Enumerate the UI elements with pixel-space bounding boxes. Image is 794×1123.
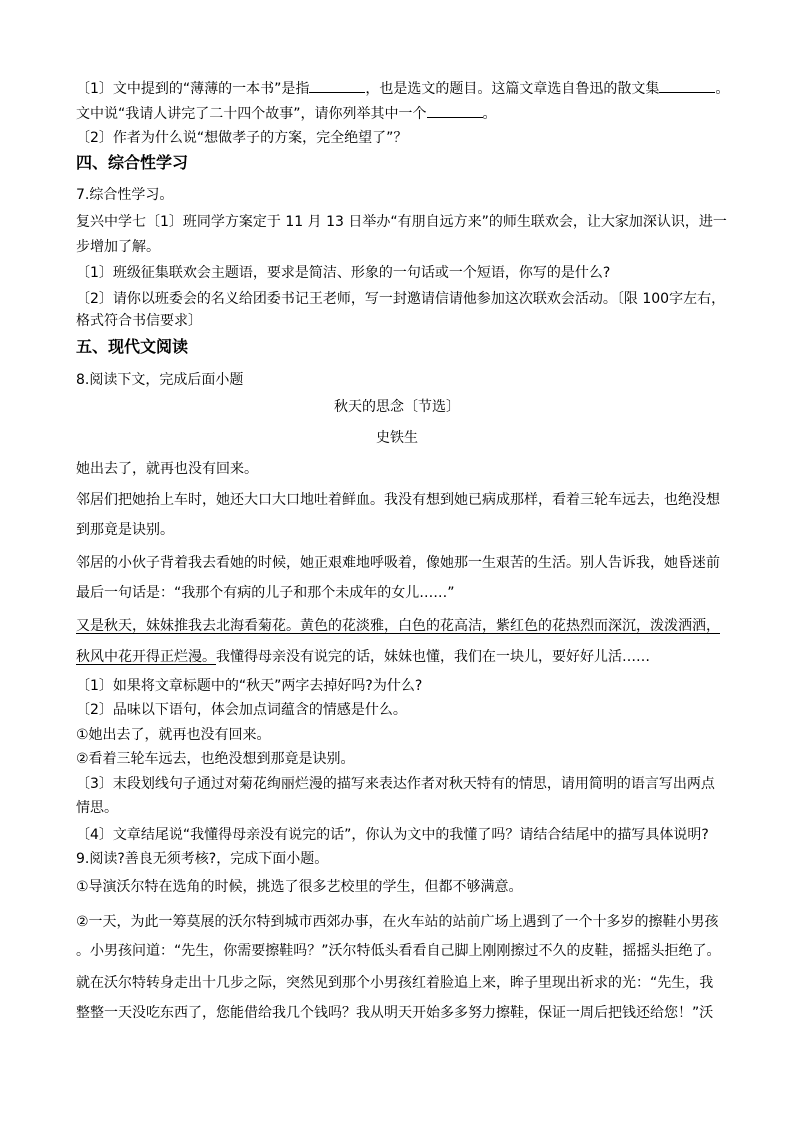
question-8-3-cont: 情思。: [76, 800, 118, 816]
article-author: 史铁生: [376, 430, 418, 446]
question-8-2-b: ②看着三轮车远去，也绝没想到那竟是诀别。: [76, 751, 355, 767]
question-label-9: 9.阅读?善良无须考核?，完成下面小题。: [76, 851, 329, 867]
article-paragraph: 她出去了，就再也没有回来。: [76, 461, 258, 477]
article-title: 秋天的思念〔节选〕: [334, 399, 460, 415]
answer-blank[interactable]: [427, 103, 483, 118]
underlined-sentence: 又是秋天，妹妹推我去北海看菊花。黄色的花淡雅，白色的花高洁，紫红色的花热烈而深沉，泼泼洒洒，: [76, 618, 720, 634]
article-paragraph: 秋风中花开得正烂漫。我懂得母亲没有说完的话，妹妹也懂，我们在一块儿，要好好儿活……: [76, 649, 650, 665]
question-8-3: 〔3〕末段划线句子通过对菊花绚丽烂漫的描写来表达作者对秋天特有的情思，请用简明的语言写出两点: [76, 776, 715, 792]
passage-paragraph: ②一天，为此一筹莫展的沃尔特到城市西郊办事，在火车站的站前广场上遇到了一个十多岁的擦鞋小男孩: [76, 914, 719, 930]
section-heading-4: 四、综合性学习: [76, 153, 189, 172]
question-8-4: 〔4〕文章结尾说“我懂得母亲没有说完的话”，你认为文中的我懂了吗？请结合结尾中的描写具体说明?: [76, 827, 709, 843]
question-8-2: 〔2〕品味以下语句，体会加点词蕴含的情感是什么。: [76, 702, 407, 718]
article-paragraph: 邻居的小伙子背着我去看她的时候，她正艰难地呼吸着，像她那一生艰苦的生活。别人告诉我，她昏迷前: [76, 555, 720, 571]
question-label-7: 7.综合性学习。: [76, 187, 174, 203]
answer-blank[interactable]: [659, 78, 715, 93]
section-heading-5: 五、现代文阅读: [76, 337, 189, 356]
question-label-8: 8.阅读下文，完成后面小题: [76, 372, 244, 388]
article-paragraph: 最后一句话是：“我那个有病的儿子和那个未成年的女儿……”: [76, 585, 455, 601]
answer-blank[interactable]: [309, 78, 365, 93]
passage-paragraph: ①导演沃尔特在选角的时候，挑选了很多艺校里的学生，但都不够满意。: [76, 879, 523, 895]
question-8-2-a: ①她出去了，就再也没有回来。: [76, 727, 271, 743]
paragraph-line: 复兴中学七〔1〕班同学方案定于 11 月 13 日举办“有朋自远方来”的师生联欢会，让大家加深认识，进一: [76, 214, 727, 230]
q6-line-1: 〔1〕文中提到的“薄薄的一本书”是指 ，也是选文的题目。这篇文章选自鲁迅的散文集 。: [76, 78, 729, 99]
underlined-sentence: 秋风中花开得正烂漫。: [76, 649, 216, 665]
article-paragraph: 到那竟是诀别。: [76, 522, 174, 538]
article-paragraph: 邻居们把她抬上车时，她还大口大口地吐着鲜血。我没有想到她已病成那样，看着三轮车远去，也绝没想: [76, 492, 720, 508]
question-7-2: 〔2〕请你以班委会的名义给团委书记王老师，写一封邀请信请他参加这次联欢会活动。〔限 100字左右，: [76, 291, 726, 307]
passage-paragraph: 就在沃尔特转身走出十几步之际，突然见到那个小男孩红着脸追上来，眸子里现出祈求的光：“先生，我: [76, 975, 714, 991]
q6-question-2: 〔2〕作者为什么说“想做孝子的方案，完全绝望了”？: [76, 130, 408, 146]
question-7-1: 〔1〕班级征集联欢会主题语，要求是简洁、形象的一句话或一个短语，你写的是什么?: [76, 265, 611, 281]
paragraph-line: 步增加了解。: [76, 239, 160, 255]
question-8-1: 〔1〕如果将文章标题中的“秋天”两字去掉好吗?为什么?: [76, 678, 423, 694]
passage-paragraph: 。小男孩问道：“先生，你需要擦鞋吗？”沃尔特低头看看自己脚上刚刚擦过不久的皮鞋，摇摇头拒绝了。: [76, 943, 721, 959]
passage-paragraph: 整整一天没吃东西了，您能借给我几个钱吗？我从明天开始多多努力擦鞋，保证一周后把钱还给您！”沃: [76, 1005, 714, 1021]
question-7-2-cont: 格式符合书信要求〕: [76, 313, 202, 329]
q6-line-2: 文中说“我请人讲完了二十四个故事”，请你列举其中一个 。: [76, 103, 497, 124]
